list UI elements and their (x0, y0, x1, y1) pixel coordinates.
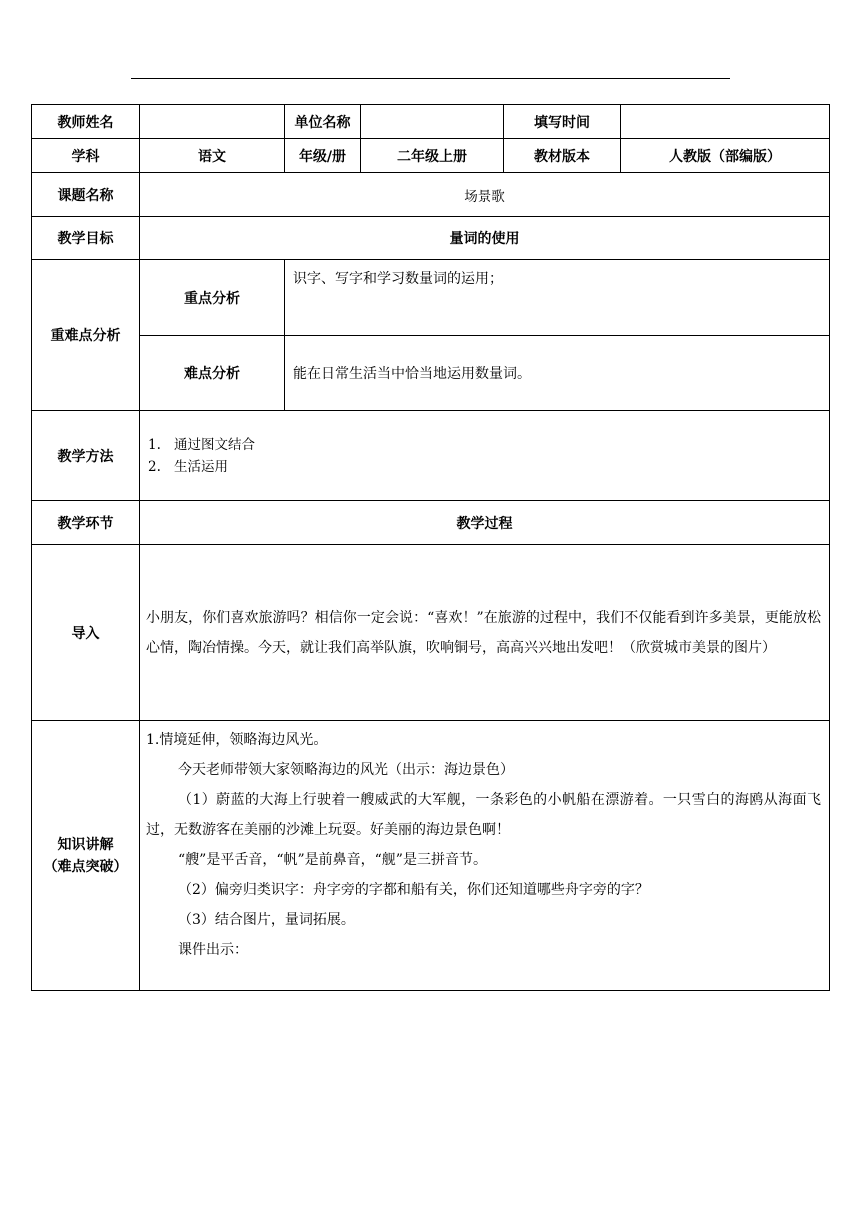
subject-label: 学科 (32, 139, 140, 173)
knowledge-paragraph: （1）蔚蓝的大海上行驶着一艘威武的大军舰，一条彩色的小帆船在漂游着。一只雪白的海鸥从海面飞过，无数游客在美丽的沙滩上玩耍。好美丽的海边景色啊！ (146, 792, 821, 838)
process-label: 教学环节 (32, 501, 140, 545)
row-goal (32, 217, 830, 260)
row-process-header (32, 501, 830, 545)
method-list (140, 434, 829, 478)
intro-text: 小朋友，你们喜欢旅游吗？相信你一定会说：“喜欢！”在旅游的过程中，我们不仅能看到许多美景，更能放松心情，陶冶情操。今天，就让我们高举队旗，吹响铜号，高高兴兴地出发吧！（欣赏城市美景的图片） (140, 545, 830, 721)
key-analysis-value: 识字、写字和学习数量词的运用； (285, 260, 830, 336)
method-item: 2. 生活运用 (148, 458, 228, 475)
topic-value: 场景歌 (140, 173, 830, 217)
difficulty-label: 重难点分析 (32, 260, 140, 411)
key-analysis-label: 重点分析 (140, 260, 285, 336)
knowledge-paragraph: （3）结合图片，量词拓展。 (178, 912, 355, 928)
row-method (32, 411, 830, 501)
knowledge-paragraph: （2）偏旁归类识字：舟字旁的字都和船有关，你们还知道哪些舟字旁的字？ (178, 882, 649, 898)
grade-label: 年级/册 (285, 139, 361, 173)
edition-label: 教材版本 (504, 139, 621, 173)
row-intro (32, 545, 830, 721)
goal-value: 量词的使用 (140, 217, 830, 260)
knowledge-label-line1: 知识讲解 (57, 836, 114, 853)
knowledge-label (32, 721, 140, 991)
intro-label: 导入 (32, 545, 140, 721)
knowledge-label-line2: （难点突破） (43, 858, 128, 875)
hard-analysis-value: 能在日常生活当中恰当地运用数量词。 (285, 336, 830, 411)
method-cell (140, 411, 830, 501)
knowledge-paragraph: 今天老师带领大家领略海边的风光（出示：海边景色） (178, 762, 514, 778)
row-teacher-info (32, 105, 830, 139)
unit-name-label: 单位名称 (285, 105, 361, 139)
unit-name-value (361, 105, 504, 139)
edition-value: 人教版（部编版） (621, 139, 830, 173)
method-item: 1. 通过图文结合 (148, 436, 255, 453)
row-topic (32, 173, 830, 217)
knowledge-content (140, 721, 830, 991)
teacher-name-value (140, 105, 285, 139)
knowledge-paragraph: 课件出示： (178, 942, 248, 958)
grade-value: 二年级上册 (361, 139, 504, 173)
knowledge-paragraph: “艘”是平舌音，“帆”是前鼻音，“舰”是三拼音节。 (178, 852, 487, 868)
row-knowledge (32, 721, 830, 991)
knowledge-paragraph: 1.情境延伸，领略海边风光。 (146, 732, 328, 748)
hard-analysis-label: 难点分析 (140, 336, 285, 411)
subject-value: 语文 (140, 139, 285, 173)
row-key-analysis (32, 260, 830, 336)
header-rule (131, 78, 730, 79)
method-label: 教学方法 (32, 411, 140, 501)
row-hard-analysis (32, 336, 830, 411)
process-value: 教学过程 (140, 501, 830, 545)
teacher-name-label: 教师姓名 (32, 105, 140, 139)
row-subject-info (32, 139, 830, 173)
topic-label: 课题名称 (32, 173, 140, 217)
lesson-plan-table (31, 104, 830, 991)
fill-time-label: 填写时间 (504, 105, 621, 139)
fill-time-value (621, 105, 830, 139)
goal-label: 教学目标 (32, 217, 140, 260)
